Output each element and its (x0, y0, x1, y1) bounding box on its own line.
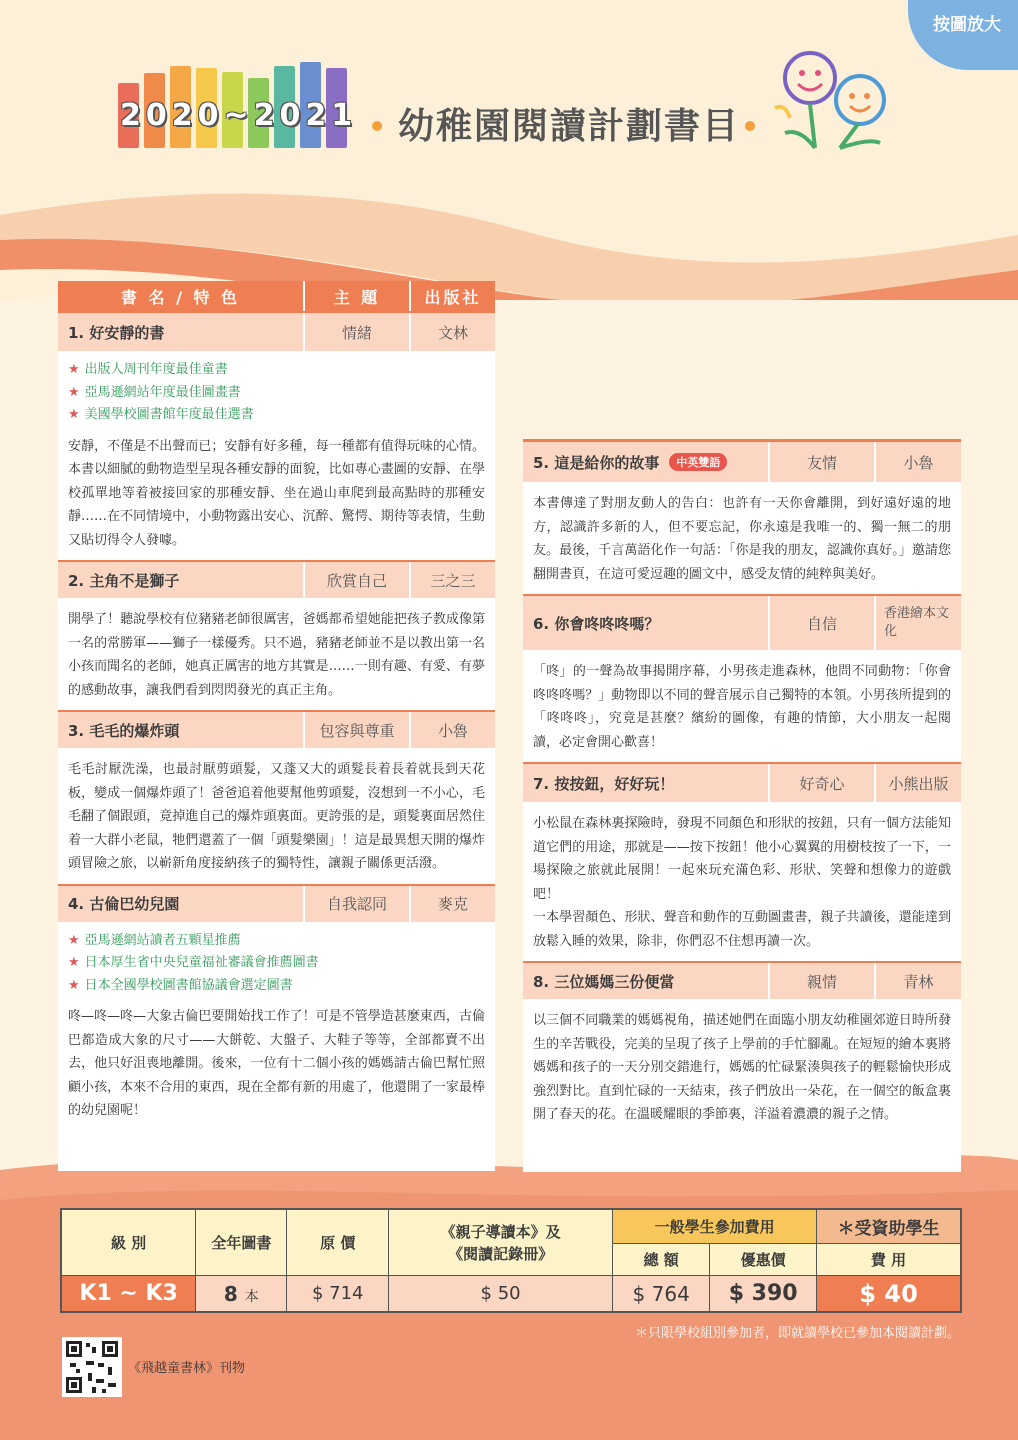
book-publisher: 三之三 (430, 571, 476, 590)
star-icon: ★ (68, 362, 80, 377)
book-title: 7. 按按鈕，好好玩！ (523, 764, 770, 802)
book-description-2: 開學了！聽說學校有位豬豬老師很厲害，爸媽都希望她能把孩子教成像第一名的常勝軍——獅子一樣優秀。只不過，豬豬老師並不是以教出第一名小孩而聞名的老師，她真正厲害的地方其實是……一則有趣、有愛、有夢的感動故事，讓我們看到閃閃發光的真正主角。 (68, 612, 485, 698)
star-icon: ★ (68, 932, 80, 948)
book-row-3 (58, 710, 495, 748)
books-count-cell: 8 本 (196, 1276, 287, 1312)
header-level: 級 別 (61, 1209, 196, 1276)
book-theme: 親情 (770, 963, 876, 999)
publication-label: 《飛越童書林》刊物 (128, 1361, 246, 1376)
discount-value: $ 390 (710, 1276, 817, 1312)
book-title: 1. 好安靜的書 (58, 313, 305, 351)
award-item: ★ 美國學校圖書館年度最佳選書 (68, 407, 254, 422)
book-description-5: 本書傳達了對朋友動人的告白：也許有一天你會離開，到好遠好遠的地方，認識許多新的人，但不要忘記，你永遠是我唯一的、獨一無二的朋友。最後，千言萬語化作一句話：「你是我的朋友，認識你真好。」邀請您翻開書頁，在這可愛逗趣的圖文中，感受友情的純粹與美好。 (533, 496, 951, 582)
book-description-7: 小松鼠在森林裏探險時，發現不同顏色和形狀的按鈕，只有一個方法能知道它們的用途，那就是——按下按鈕！他小心翼翼的用樹枝按了一下，一場探險之旅就此展開！一起來玩充滿色彩、形狀、笑聲和想像力的遊戲吧！ (533, 816, 951, 902)
book-title: 8. 三位媽媽三份便當 (523, 963, 770, 999)
star-icon: ★ (68, 407, 80, 422)
book-description-1: 安靜，不僅是不出聲而已；安靜有好多種，每一種都有值得玩味的心情。本書以細膩的動物造型呈現各種安靜的面貌，比如專心畫圖的安靜、在學校孤單地等着被接回家的那種安靜、坐在過山車爬到最高點時的那種安靜……在不同情境中，小動物露出安心、沉醉、驚愕、期待等表情，生動又貼切得令人發噱。 (68, 438, 485, 548)
book-theme: 包容與尊重 (305, 712, 411, 748)
smiley-logo-icon (770, 48, 900, 158)
year-range: 2020~2021 (120, 98, 358, 133)
book-awards-1 (58, 351, 495, 433)
header-original-price: 原 價 (287, 1209, 389, 1276)
book-row-7 (523, 762, 961, 802)
star-icon: ★ (68, 955, 80, 970)
price-table (60, 1208, 962, 1313)
book-description-4: 咚—咚—咚—大象古倫巴要開始找工作了！可是不管學造甚麼東西，古倫巴都造成大象的尺寸——大餅乾、大盤子、大鞋子等等，全部都賣不出去，他只好沮喪地離開。後來，一位有十二個小孩的媽媽請古倫巴幫忙照顧小孩，本來不合用的東西，現在全都有新的用處了，他還開了一家最棒的幼兒園呢！ (68, 1009, 485, 1118)
book-theme: 自我認同 (305, 886, 411, 922)
qr-code-icon[interactable] (62, 1337, 122, 1397)
book-description-8: 以三個不同職業的媽媽視角，描述她們在面臨小朋友幼稚園郊遊日時所發生的辛苦戰役，完美的呈現了孩子上學前的手忙腳亂。在短短的繪本裏將媽媽和孩子的一天分別交錯進行，媽媽的忙碌緊湊與孩子的輕鬆愉快形成強烈對比。直到忙碌的一天結束，孩子們放出一朵花，在一個空的飯盒裏開了春天的花。在溫暖耀眼的季節裏，洋溢着濃濃的親子之情。 (533, 1013, 951, 1122)
header-guide-books: 《親子導讀本》及《閱讀記錄冊》 (389, 1209, 613, 1276)
footnote: ＊只限學校組別參加者，即就讀學校已參加本閱讀計劃。 (634, 1326, 960, 1341)
book-publisher: 青林 (903, 972, 934, 991)
bilingual-badge: 中英雙語 (669, 453, 727, 471)
award-item: ★ 日本厚生省中央兒童福祉審議會推薦圖書 (68, 955, 319, 970)
book-publisher: 小熊出版 (888, 774, 949, 793)
book-publisher: 小魯 (903, 453, 934, 472)
book-description-7b: 一本學習顏色、形狀、聲音和動作的互動圖畫書，親子共讀後，還能達到放鬆入睡的效果，除非，你們忍不住想再讀一次。 (533, 910, 951, 949)
zoom-button[interactable]: 按圖放大 (908, 0, 1018, 70)
book-title: 2. 主角不是獅子 (58, 562, 305, 598)
book-title: 5. 這是給你的故事 中英雙語 (523, 442, 770, 482)
book-theme: 自信 (770, 596, 876, 650)
header-publisher: 出版社 (424, 287, 482, 307)
star-icon: ★ (68, 384, 80, 400)
book-publisher: 文林 (437, 323, 468, 342)
book-awards-4 (58, 922, 495, 1004)
header-theme: 主 題 (305, 281, 411, 311)
book-publisher: 小魯 (437, 721, 468, 740)
book-row-1 (58, 311, 495, 351)
book-publisher: 香港繪本文化 (884, 606, 950, 639)
title-dot-left (372, 121, 382, 131)
guide-price-value: $ 50 (389, 1276, 613, 1312)
award-item: ★ 亞馬遜網站年度最佳圖畫書 (68, 384, 241, 400)
book-title: 4. 古倫巴幼兒園 (58, 886, 305, 922)
book-description-6: 「咚」的一聲為故事揭開序幕，小男孩走進森林，他問不同動物：「你會咚咚咚嗎？」動物即以不同的聲音展示自己獨特的本領。小男孩所提到的「咚咚咚」，究竟是甚麼？繽紛的圖像，有趣的情節，大小朋友一起閱讀，必定會開心歡喜！ (533, 664, 951, 750)
book-row-4 (58, 884, 495, 922)
right-book-table (523, 439, 961, 1172)
award-item: ★ 日本全國學校圖書館協議會選定圖書 (68, 977, 293, 993)
page-title: 幼稚園閱讀計劃書目 (398, 106, 741, 147)
header-general-fee: 一般學生參加費用 (613, 1209, 817, 1243)
book-title: 6. 你會咚咚咚嗎？ (523, 596, 770, 650)
book-theme: 友情 (770, 442, 876, 482)
book-title: 3. 毛毛的爆炸頭 (58, 712, 305, 748)
book-row-6 (523, 594, 961, 650)
level-value: K1 ~ K3 (61, 1276, 196, 1312)
header-name: 書 名 / 特 色 (58, 281, 305, 311)
book-row-2 (58, 560, 495, 598)
original-price-value: $ 714 (287, 1276, 389, 1312)
book-theme: 欣賞自己 (305, 562, 411, 598)
star-icon: ★ (68, 977, 80, 993)
table-header (58, 281, 495, 311)
book-row-5 (523, 442, 961, 482)
header-fee: 費 用 (817, 1243, 961, 1275)
header-discount: 優惠價 (710, 1243, 817, 1275)
award-item: ★ 出版人周刊年度最佳童書 (68, 362, 228, 377)
header-books: 全年圖書 (196, 1209, 287, 1276)
header-total: 總 額 (613, 1243, 710, 1275)
header-subsidized: ＊受資助學生 (817, 1209, 961, 1243)
total-value: $ 764 (613, 1276, 710, 1312)
award-item: ★ 亞馬遜網站讀者五顆星推薦 (68, 932, 241, 948)
book-description-3: 毛毛討厭洗澡，也最討厭剪頭髮，又蓬又大的頭髮長着長着就長到天花板，變成一個爆炸頭了！爸爸追着他要幫他剪頭髮，沒想到一不小心，毛毛翻了個跟頭，竟掉進自己的爆炸頭裏面。更誇張的是，頭髮裏面居然住着一大群小老鼠，牠們還蓋了一個「頭髮樂園」！這是最異想天開的爆炸頭冒險之旅，以嶄新角度接納孩子的獨特性，讓親子關係更活潑。 (68, 762, 485, 871)
book-publisher: 麥克 (437, 895, 468, 913)
book-row-8 (523, 961, 961, 999)
subsidized-fee-value: $ 40 (817, 1276, 961, 1312)
book-theme: 好奇心 (770, 764, 876, 802)
book-theme: 情緒 (305, 313, 411, 351)
title-dot-right (745, 121, 755, 131)
left-book-table (58, 281, 495, 1171)
